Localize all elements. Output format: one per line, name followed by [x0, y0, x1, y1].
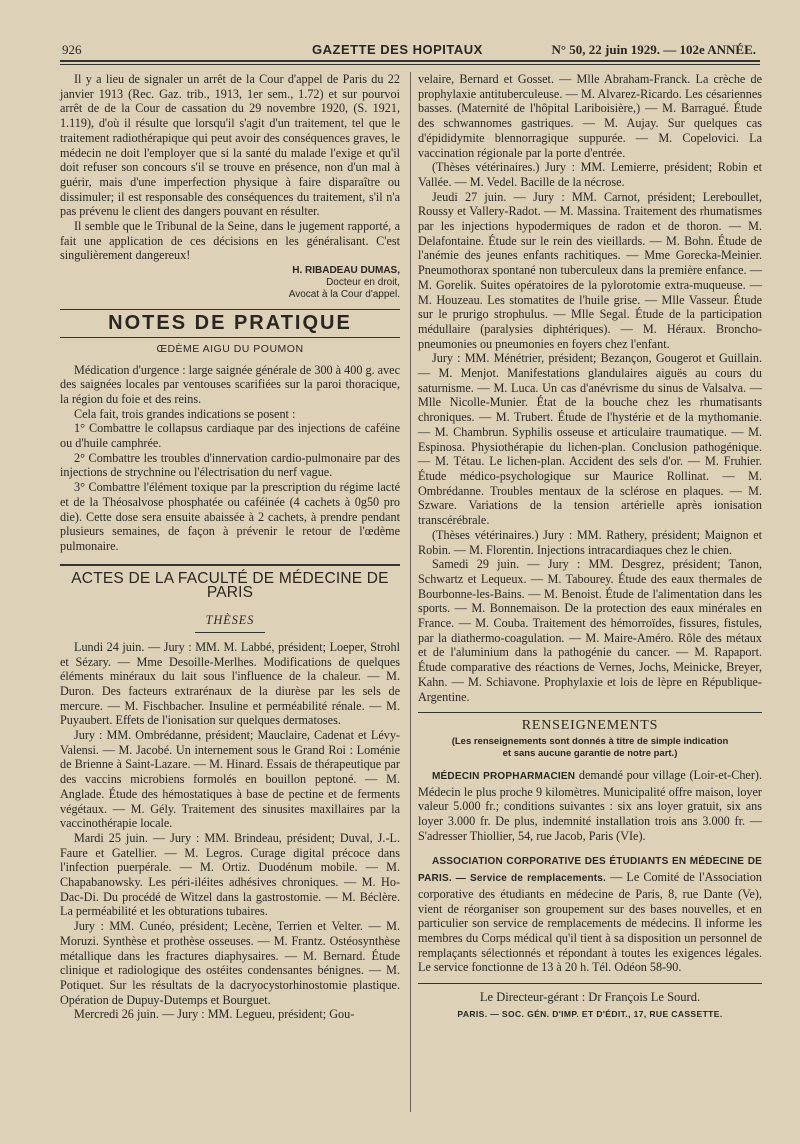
notes-paragraph: Médication d'urgence : large saignée générale de 300 à 400 g. avec des saignées locales par ventouses scarifiées sur la paroi thoracique, la région du foie et des reins.	[60, 362, 400, 406]
issue-info: N° 50, 22 juin 1929. — 102e ANNÉE.	[551, 42, 756, 57]
intro-paragraph: Il semble que le Tribunal de la Seine, dans le jugement rapporté, a fait une application de ces décisions en les généralisant. C'est singulièrement dangereux!	[60, 219, 400, 263]
notes-paragraph: 3° Combattre l'élément toxique par la prescription du régime lacté et de la Théosalvose phosphatée ou caféinée (4 cachets à 0g50 pro die). Cette dose sera ensuite abaissée à 2 cachets, à prendre pendant plusieurs semaines, de façon à prévenir le retour de l'œdème pulmonaire.	[60, 480, 400, 553]
theses-paragraph: velaire, Bernard et Gosset. — Mlle Abraham-Franck. La crèche de prophylaxie antituberculeuse. — M. Alvarez-Ricardo. Les césariennes basses. (Maternité de l'hôpital Lariboisière,) — M. Barragué. Étude des schwannomes gastriques. — M. Aujay. Sur quelques cas d'épididymite blennorragique suppurée. — M. Copelovici. La vaccination régionale par la porte d'entrée.	[418, 72, 762, 160]
intro-paragraph: Il y a lieu de signaler un arrêt de la Cour d'appel de Paris du 22 janvier 1913 (Rec. Gaz. trib., 1913, 1er sem., 1.72) et sur pourvoi arrêt de de la Cour de cassation du 29 novembre 1920, (S. 1921, 1.119), d'où il résulte que lorsqu'il s'agit d'un traitement, tel que le traitement radiothérapique qui peut avoir des conséquences graves, le médecin ne doit l'employer que si la santé du malade l'exige et qu'il doit refuser son concours s'il se trouve en présence, non d'un mal à guérir, mais d'une imperfection physique à faire disparaître ou dissimuler; il est responsable des conséquences du traitement, s'il n'a pas prévenu le client des dangers pouvant en résulter.	[60, 72, 400, 219]
signature-title: Docteur en droit,	[326, 277, 400, 289]
theses-paragraph: (Thèses vétérinaires.) Jury : MM. Lemierre, président; Robin et Vallée. — M. Vedel. Bacille de la nécrose.	[418, 160, 762, 189]
column-separator	[410, 72, 411, 1112]
actes-paragraph: Jury : MM. Ombrédanne, président; Mauclaire, Cadenat et Lévy-Valensi. — M. Jacobé. Un internement sous le Grand Roi : Loménie de Brienne à Saint-Lazare. — M. Hinard. Essais de thérapeutique par des vaccins microbiens formolés en bouillon peptoné. — M. Anglade. Étude des hémostatiques à base de pectine et de ferments végétaux. — M. Gély. Traitement des sinusites maxillaires par la vaccinothérapie locale.	[60, 728, 400, 831]
header-rule-thin	[60, 64, 760, 65]
actes-section-title: ACTES DE LA FACULTÉ DE MÉDECINE DE PARIS	[60, 564, 400, 607]
classified-text: demandé pour village (Loir-et-Cher). Médecin le plus proche 9 kilomètres. Municipalité offre maison, loyer valeur 5.000 fr.; conditions suivantes : six ans loyer gratuit, six ans loyer 3.000 fr. De plus, indemnité installation trois ans 3.000 fr. — S'adresser Thiollier, 54, rue Jacob, Paris (VIe).	[418, 767, 763, 843]
page-number: 926	[62, 42, 82, 57]
renseignements-subtitle	[418, 736, 762, 760]
theses-paragraph: Jury : MM. Ménétrier, président; Bezançon, Gougerot et Guillain. — M. Menjot. Manifestations glandulaires aiguës au cours du saturnisme. — M. Luca. Un cas d'anévrisme du sinus de Valsalva. — Mlle Nicolle-Munier. État de la bouche chez les rhumatisants chroniques. — M. Trubert. Étude de l'hystérie et de la mythomanie. — M. Chambrun. Syphilis osseuse et articulaire traumatique. — M. Espinosa. Physiothérapie du lichen-plan. Conclusion pathogénique. — M. Tétau. Le lichen-plan. Accident des sels d'or. — M. Fruhier. Étude médico-psychologique sur Maurice Rollinat. — M. Ombrédanne. Troubles mentaux de la sclérose en plaques. — M. Szware. Variations de la tension artérielle après ionisation transcérébrale.	[418, 351, 762, 528]
actes-paragraph: Lundi 24 juin. — Jury : MM. M. Labbé, président; Loeper, Strohl et Sézary. — Mme Desoille-Merlhes. Modifications de quelques éléments minéraux du lait sous l'influence de la chaleur. — M. Duron. Des facteurs extrarénaux de la diurèse par les sels de mercure. — M. Fischbacher. Insuline et perméabilité rénale. — M. Puyaubert. Effets de l'ionisation sur quelques dermatoses.	[60, 639, 400, 728]
notes-paragraph: 1° Combattre le collapsus cardiaque par des injections de caféine ou d'huile camphrée.	[60, 421, 400, 451]
theses-heading: THÈSES	[205, 613, 255, 628]
page-header	[62, 42, 756, 62]
actes-paragraph: Mardi 25 juin. — Jury : MM. Brindeau, président; Duval, J.-L. Faure et Gatellier. — M. Legros. Curage digital précoce dans l'infection puerpérale. — M. Ortiz. Duodénum mobile. — M. Chapabanowsky. Les péri-iléites adhésives chroniques. — M. Ho-Dac-Di. Du procédé de Witzel dans la gastrostomie. — M. Béclère. La perméabilité et les obturations tubaires.	[60, 830, 400, 919]
classified-ad	[418, 768, 762, 844]
actes-paragraph: Mercredi 26 juin. — Jury : MM. Legueu, président; Gou-	[74, 1007, 355, 1022]
notes-subtitle: ŒDÈME AIGU DU POUMON	[156, 342, 304, 355]
director-line: Le Directeur-gérant : Dr François Le Sourd.	[418, 983, 762, 1005]
left-column	[60, 72, 400, 1022]
signature-name: H. RIBADEAU DUMAS,	[292, 265, 400, 277]
printer-line: PARIS. — SOC. GÉN. D'IMP. ET D'ÉDIT., 17, RUE CASSETTE.	[457, 1008, 723, 1019]
notes-paragraph: Cela fait, trois grandes indications se posent :	[74, 406, 296, 421]
notes-section-title: NOTES DE PRATIQUE	[60, 309, 400, 338]
journal-title: GAZETTE DES HOPITAUX	[312, 42, 483, 57]
theses-rule	[195, 632, 265, 633]
renseignements-subtitle-line: (Les renseignements sont donnés à titre de simple indication	[451, 735, 729, 747]
header-rule	[60, 60, 760, 62]
theses-paragraph: Samedi 29 juin. — Jury : MM. Desgrez, président; Tanon, Schwartz et Lequeux. — M. Tabourey. Étude des eaux thermales de Bourbonne-les-Bains. — M. Benoist. Étude de l'alimentation dans les sports. — M. Bonnemaison. De la protection des eaux minérales en France. — M. Couba. Traitement des hémorroïdes, fissures, fistules, par la diathermo-coagulation. — M. Maire-Améro. Rôle des métaux et de l'aluminium dans la pathogénie du cancer. — M. Rapaport. Étude comparative des réactions de Vernes, Jochs, Meinicke, Breyer, Kahn. — M. Schiavone. Prophylaxie et lois de lèpre en République-Argentine.	[418, 557, 762, 704]
renseignements-subtitle-line: et sans aucune garantie de notre part.)	[502, 747, 678, 759]
actes-paragraph: Jury : MM. Cunéo, président; Lecène, Terrien et Velter. — M. Moruzi. Synthèse et prothèse osseuses. — M. Frantz. Ostéosynthèse métallique dans les fractures diaphysaires. — M. Bernard. Étude clinique et radiologique des ostéites condensantes bénignes. — M. Potiquet. Sur les résultats de la dacryocystorhinostomie plastique. Opération de Dupuy-Dutemps et Bourguet.	[60, 919, 400, 1007]
notes-paragraph: 2° Combattre les troubles d'innervation cardio-pulmonaire par des injections de strychnine ou l'électrisation du nerf vague.	[60, 450, 400, 480]
classified-ad	[418, 853, 762, 975]
signature-role: Avocat à la Cour d'appel.	[288, 289, 400, 301]
theses-paragraph: Jeudi 27 juin. — Jury : MM. Carnot, président; Lereboullet, Roussy et Vallery-Radot. — M. Massina. Traitement des rhumatismes par les injections hypodermiques de radon et de thoron. — M. Delafontaine. Étude sur le rein des vieillards. — M. Bohn. Étude de l'anémie des jeunes enfants rachitiques. — Mme Gorecka-Meinier. Pneumothorax spontané non tuberculeux dans la première enfance. — M. Gorelik. Suites opératoires de la pylorotomie extra-muqueuse. — M. Houzeau. Les stomatites de l'huile grise. — Mlle Vasseur. Étude sur le prurigo strophulus. — Mlle Segal. Étude de la participation médullaire (paralysies diphtériques). — M. Héraux. Broncho-pneumonies ou pneumonies en foyers chez l'enfant.	[418, 189, 762, 351]
renseignements-title: RENSEIGNEMENTS	[418, 712, 762, 734]
classified-text: — Le Comité de l'Association corporative des étudiants en médecine de Paris, 8, rue Dante (Ve), vient de réorganiser son groupement sur des bases nouvelles, et en particulier son service de remplacements de médecins. Il informe les membres du Corps médical qu'il tient à sa disposition un personnel de remplaçants sélectionnés et répondant à toutes les exigences légales. Le service fonctionne de 13 à 20 h. Tél. Odéon 58-90.	[418, 870, 762, 975]
theses-paragraph: (Thèses vétérinaires.) Jury : MM. Rathery, président; Maignon et Robin. — M. Florentin. Injections intracardiaques chez le chien.	[418, 527, 762, 557]
right-column	[418, 72, 762, 1021]
classified-kicker: MÉDECIN PROPHARMACIEN	[432, 770, 576, 782]
author-signature	[60, 265, 400, 301]
classified-kicker: ASSOCIATION CORPORATIVE DES ÉTUDIANTS EN MÉDECINE DE PARIS. — Service de remplacements.	[418, 856, 762, 885]
